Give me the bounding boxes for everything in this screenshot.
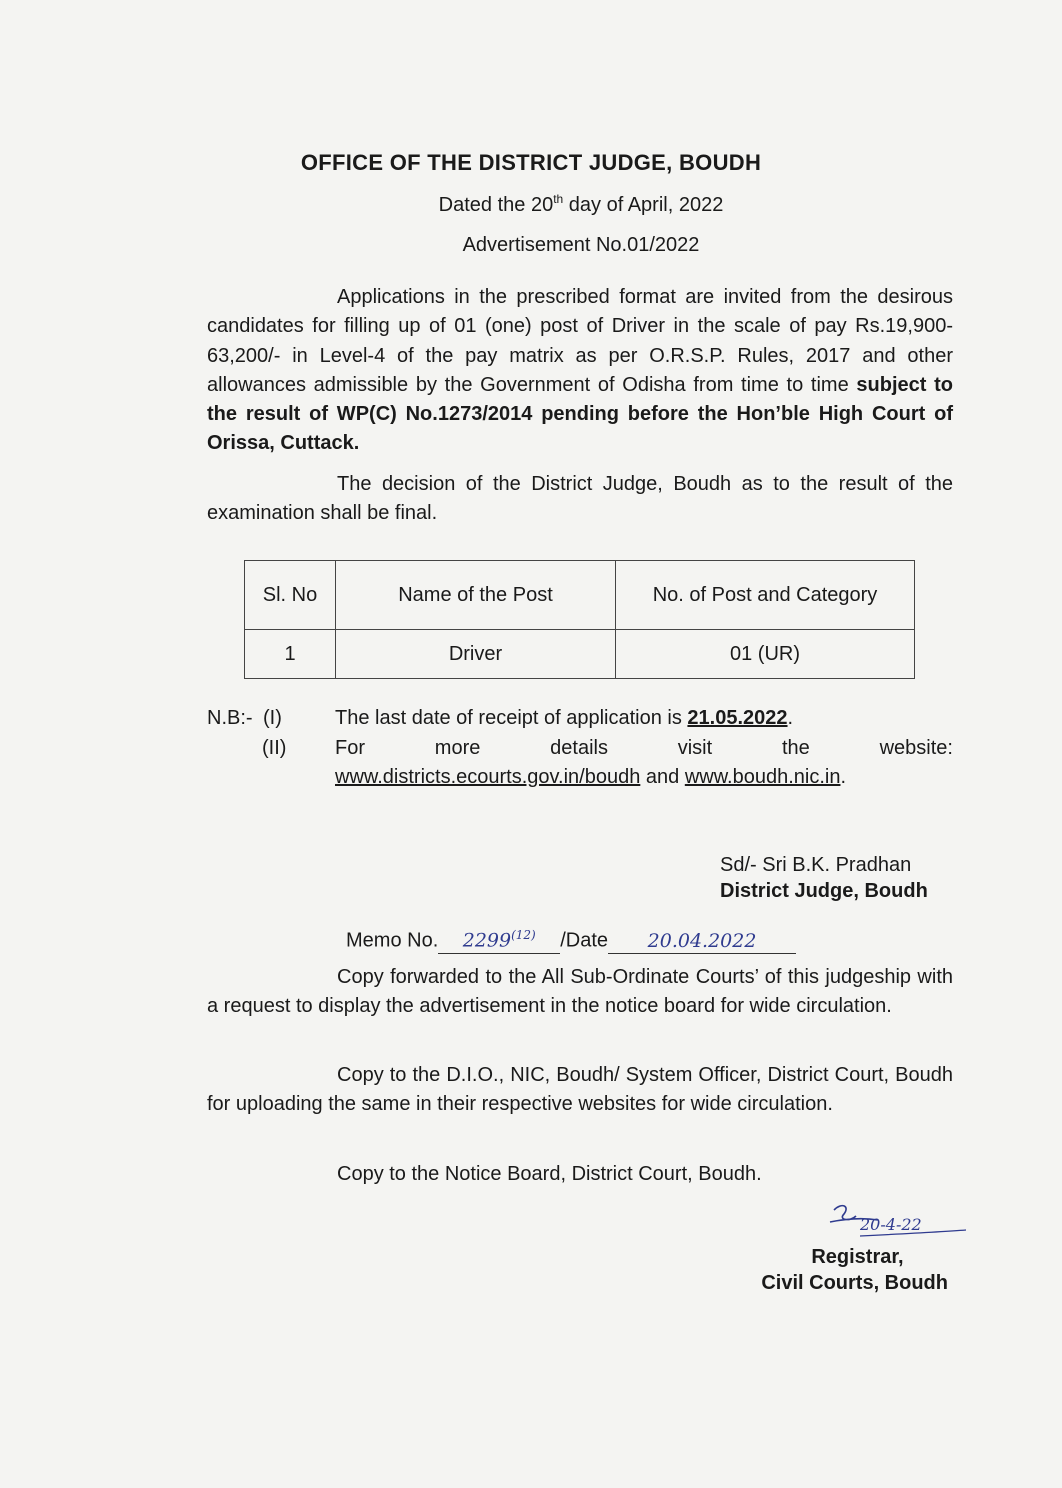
paragraph-decision: The decision of the District Judge, Boudh as to the result of the examination shall be final. [207,473,953,525]
registrar-block [761,1244,948,1296]
memo-line: Memo No. 2299$^{(12)}$ /Date 20.04.2022 [346,928,796,954]
signatory-name: Sd/- Sri B.K. Pradhan [720,854,912,876]
header-post-category: No. of Post and Category [616,561,915,630]
table-header-row [245,561,915,630]
judge-signature-block [720,852,928,904]
cell-sl-no: 1 [245,630,336,679]
nb-item-1: N.B:- (I) The last date of receipt of application is 21.05.2022. [207,704,953,734]
nb-item-1-number: (I) [263,707,282,729]
header-post-name: Name of the Post [336,561,616,630]
table-row [245,630,915,679]
dated-line: Dated the 20th day of April, 2022 [438,192,724,216]
svg-text:20-4-22: 20-4-22 [860,1215,922,1234]
boudh-nic-link[interactable]: www.boudh.nic.in [684,766,841,788]
nb-item-2: (II) For more details visit the website: [207,734,953,764]
office-heading: OFFICE OF THE DISTRICT JUDGE, BOUDH [300,150,762,175]
copy-dio-nic: Copy to the D.I.O., NIC, Boudh/ System Officer, District Court, Boudh for uploading the same in their respective websites for wide circulation. [207,1064,953,1116]
cell-post-name: Driver [336,630,616,679]
signatory-title: District Judge, Boudh [720,880,928,902]
registrar-title: Registrar, [811,1246,904,1268]
paragraph-invitation: Applications in the prescribed format are invited from the desirous candidates for filling up of 01 (one) post of Driver in the scale of pay Rs.19,900- 63,200/- in Level-4 of the pay matrix as per O.R.S.P. Rules, 2017 and other allowances admissible by the Government of Odisha from time to time subject to the result of WP(C) No.1273/2014 pending before the Hon’ble High Court of Orissa, Cuttack. [207,286,954,455]
nb-notes: N.B:- (I) The last date of receipt of application is 21.05.2022. (II) For more details visit the website: www.districts.ecourts.gov.in/boudh and www.boudh.nic.in. [207,704,953,793]
nb-item-2-number: (II) [262,736,287,759]
cell-post-category: 01 (UR) [616,630,915,679]
header-sl-no: Sl. No [245,561,336,630]
memo-number: 2299 [462,929,512,952]
memo-date: 20.04.2022 [647,929,757,952]
posts-table [244,560,915,679]
last-date: 21.05.2022 [687,707,788,729]
nb-label: N.B:- [207,707,253,729]
registrar-office: Civil Courts, Boudh [761,1272,948,1294]
copy-notice-board: Copy to the Notice Board, District Court, Boudh. [337,1163,762,1185]
advertisement-number: Advertisement No.01/2022 [462,234,700,256]
registrar-initials-signature [820,1196,970,1246]
ecourts-link[interactable]: www.districts.ecourts.gov.in/boudh [335,766,641,788]
copy-forwarded-courts: Copy forwarded to the All Sub-Ordinate Courts’ of this judgeship with a request to display the advertisement in the notice board for wide circulation. [207,966,953,1018]
